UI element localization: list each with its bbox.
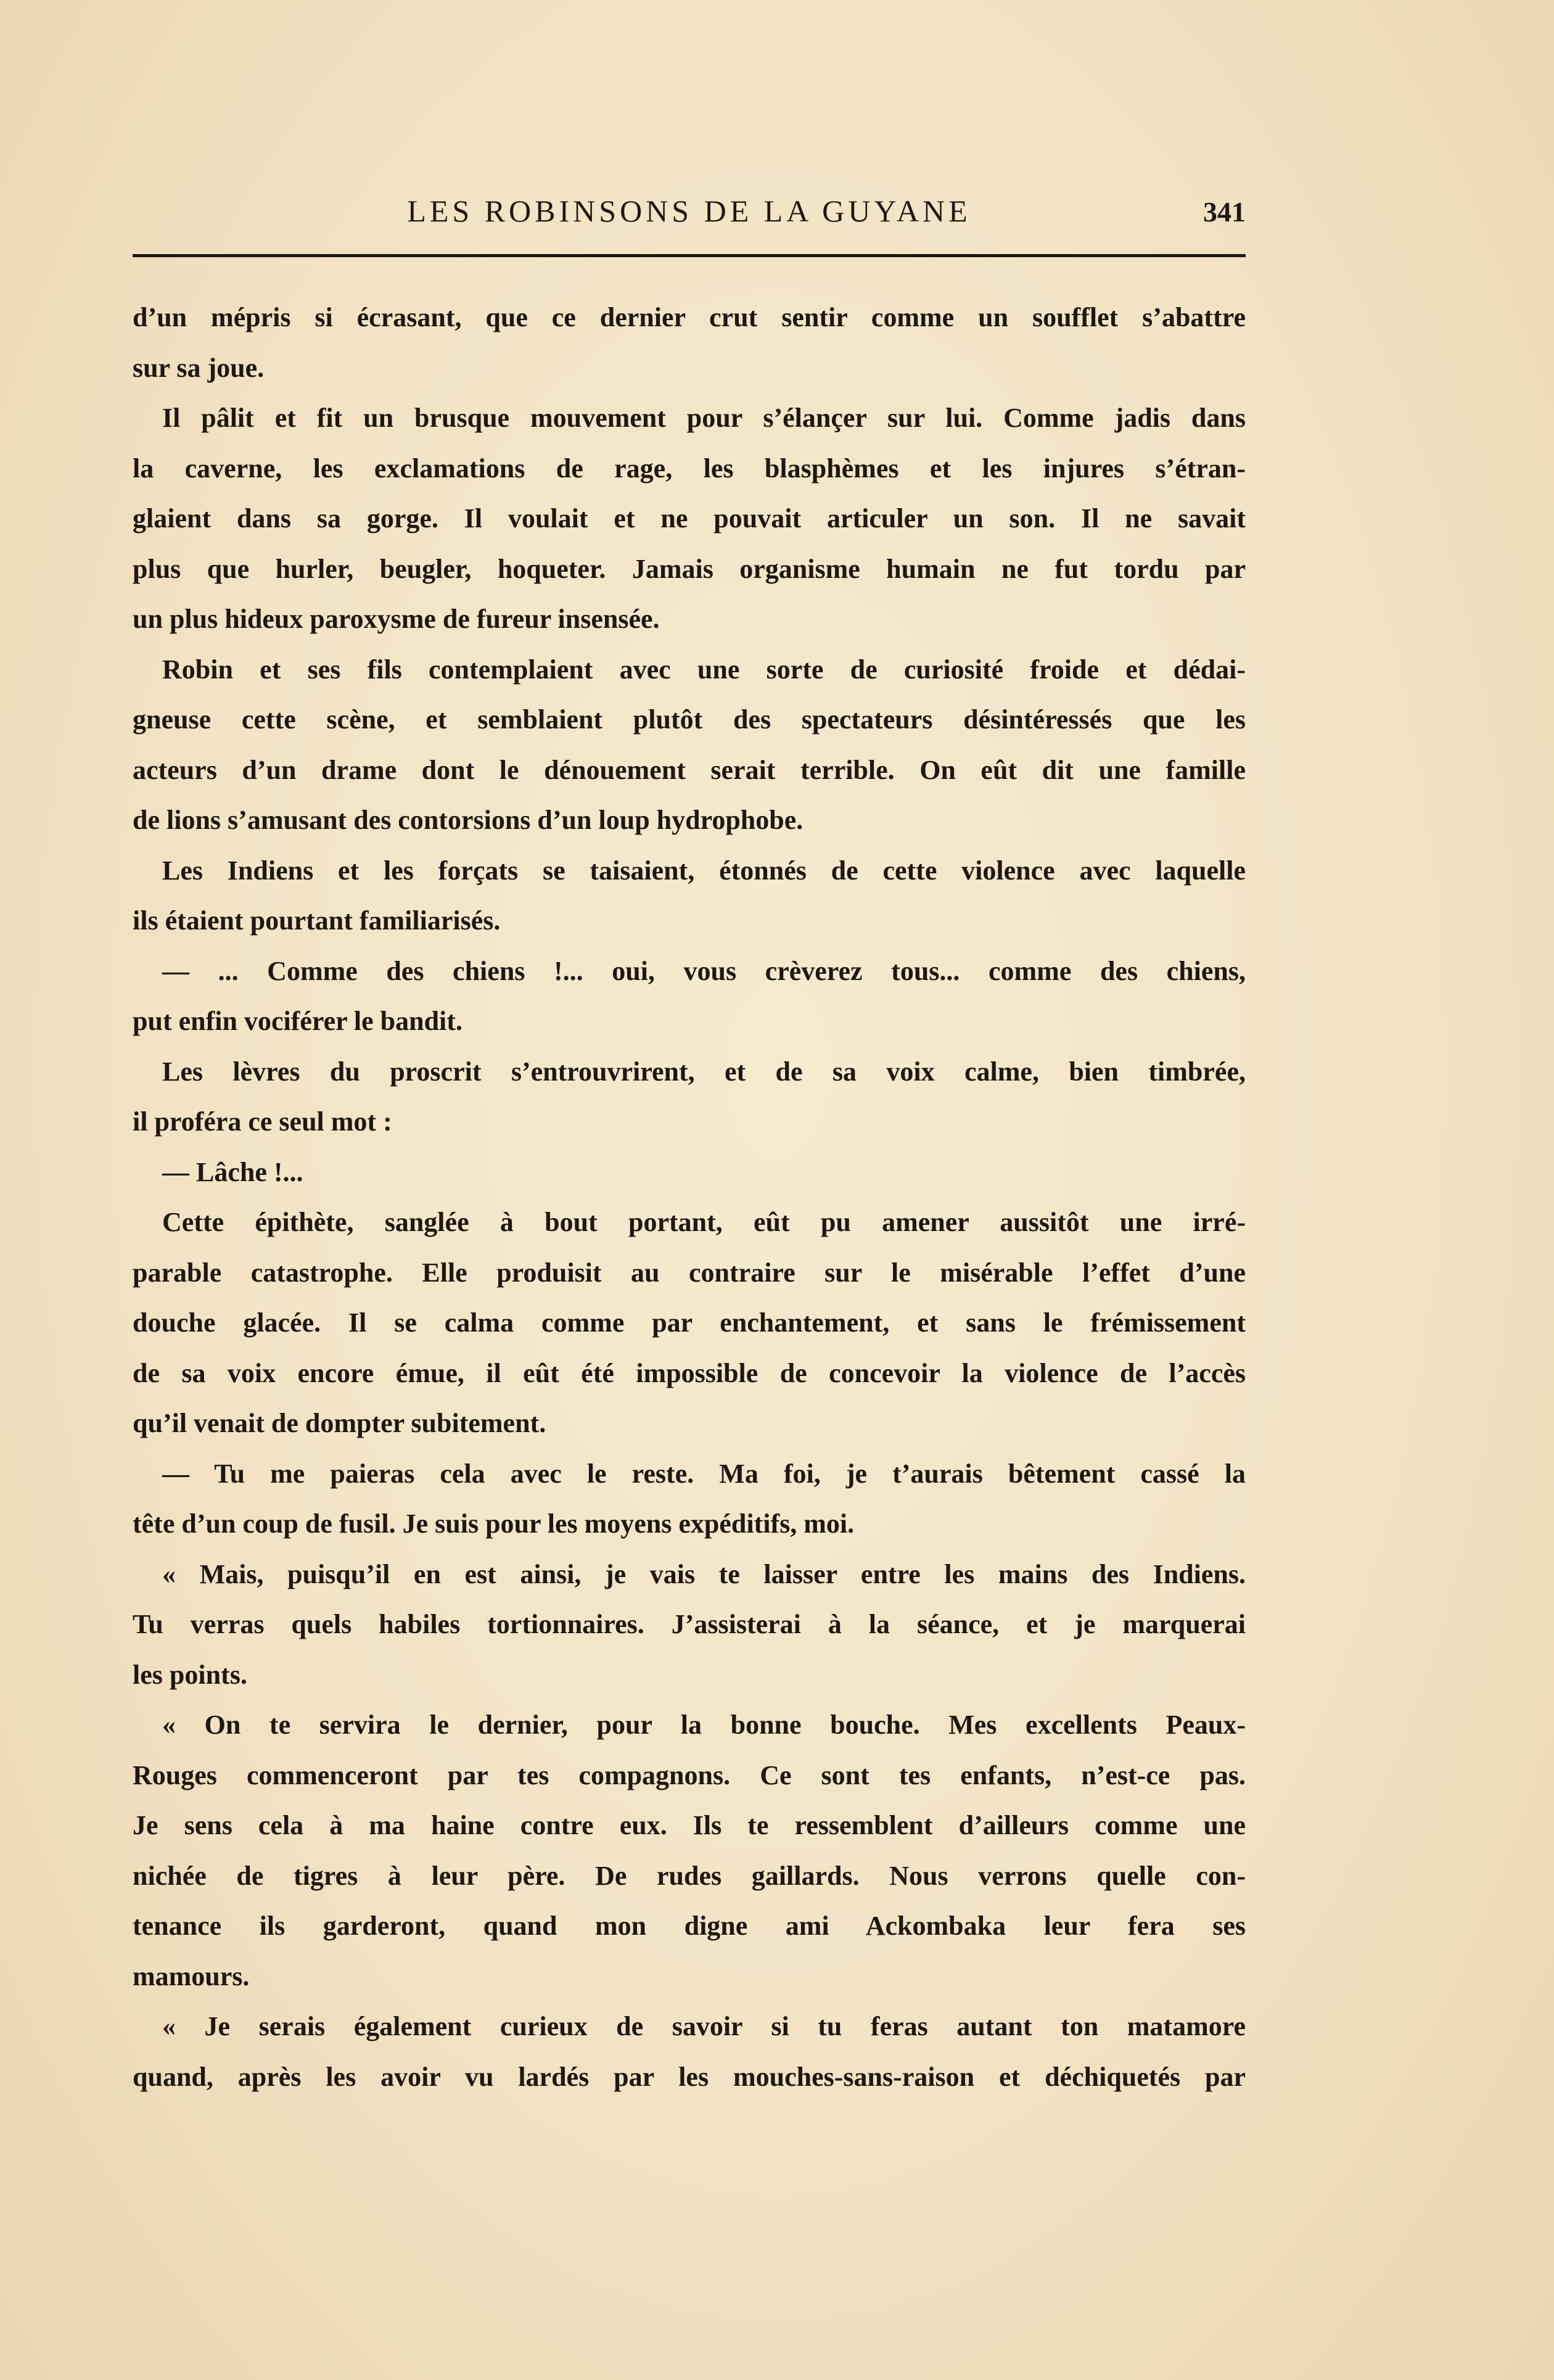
text-line: les points. (133, 1659, 247, 1690)
text-line: — Lâche !... (162, 1156, 303, 1187)
text-line: de lions s’amusant des contorsions d’un loup hydrophobe. (133, 805, 804, 835)
text-line: tenance ils garderont, quand mon digne ami Ackombaka leur fera ses (133, 1911, 1246, 1941)
text-line: de sa voix encore émue, il eût été impossible de concevoir la violence de l’accès (133, 1357, 1246, 1388)
text-line: ils étaient pourtant familiarisés. (133, 905, 501, 936)
text-line: qu’il venait de dompter subitement. (133, 1408, 546, 1438)
body-text (133, 292, 1246, 2102)
text-line: parable catastrophe. Elle produisit au contraire sur le misérable l’effet d’une (133, 1257, 1246, 1288)
page-number: 341 (1203, 196, 1246, 228)
text-line: Robin et ses fils contemplaient avec une sorte de curiosité froide et dédai- (162, 654, 1246, 685)
text-line: il proféra ce seul mot : (133, 1106, 392, 1137)
text-line: un plus hideux paroxysme de fureur insensée. (133, 604, 660, 634)
text-line: Je sens cela à ma haine contre eux. Ils te ressemblent d’ailleurs comme une (133, 1810, 1246, 1840)
text-line: Les lèvres du proscrit s’entrouvrirent, et de sa voix calme, bien timbrée, (162, 1056, 1246, 1087)
text-line: « On te servira le dernier, pour la bonne bouche. Mes excellents Peaux- (162, 1710, 1246, 1740)
text-line: sur sa joue. (133, 352, 265, 383)
text-line: Il pâlit et fit un brusque mouvement pour s’élançer sur lui. Comme jadis dans (162, 403, 1246, 433)
text-line: « Je serais également curieux de savoir si tu feras autant ton matamore (162, 2011, 1246, 2041)
running-title: LES ROBINSONS DE LA GUYANE (407, 194, 971, 228)
text-line: d’un mépris si écrasant, que ce dernier crut sentir comme un soufflet s’abattre (133, 302, 1246, 332)
text-line: put enfin vociférer le bandit. (133, 1006, 462, 1036)
text-line: Cette épithète, sanglée à bout portant, eût pu amener aussitôt une irré- (162, 1207, 1246, 1237)
header-rule (133, 254, 1246, 257)
text-line: plus que hurler, beugler, hoqueter. Jamais organisme humain ne fut tordu par (133, 553, 1246, 584)
text-line: Les Indiens et les forçats se taisaient, étonnés de cette violence avec laquelle (162, 855, 1246, 886)
text-line: douche glacée. Il se calma comme par enchantement, et sans le frémissement (133, 1307, 1246, 1338)
text-line: — ... Comme des chiens !... oui, vous crèverez tous... comme des chiens, (162, 955, 1246, 986)
text-line: Tu verras quels habiles tortionnaires. J’assisterai à la séance, et je marquerai (133, 1609, 1246, 1639)
text-line: la caverne, les exclamations de rage, les blasphèmes et les injures s’étran- (133, 453, 1246, 484)
text-line: nichée de tigres à leur père. De rudes gaillards. Nous verrons quelle con- (133, 1860, 1246, 1891)
text-line: acteurs d’un drame dont le dénouement serait terrible. On eût dit une famille (133, 754, 1246, 785)
text-line: — Tu me paieras cela avec le reste. Ma foi, je t’aurais bêtement cassé la (162, 1458, 1246, 1489)
text-line: gneuse cette scène, et semblaient plutôt des spectateurs désintéressés que les (133, 704, 1246, 735)
text-line: Rouges commenceront par tes compagnons. Ce sont tes enfants, n’est-ce pas. (133, 1760, 1246, 1790)
text-line: glaient dans sa gorge. Il voulait et ne pouvait articuler un son. Il ne savait (133, 503, 1246, 533)
text-line: quand, après les avoir vu lardés par les mouches-sans-raison et déchiquetés par (133, 2061, 1246, 2092)
text-line: mamours. (133, 1961, 250, 1991)
page-header (133, 188, 1246, 237)
text-line: tête d’un coup de fusil. Je suis pour les moyens expéditifs, moi. (133, 1509, 855, 1539)
text-line: « Mais, puisqu’il en est ainsi, je vais te laisser entre les mains des Indiens. (162, 1559, 1246, 1589)
